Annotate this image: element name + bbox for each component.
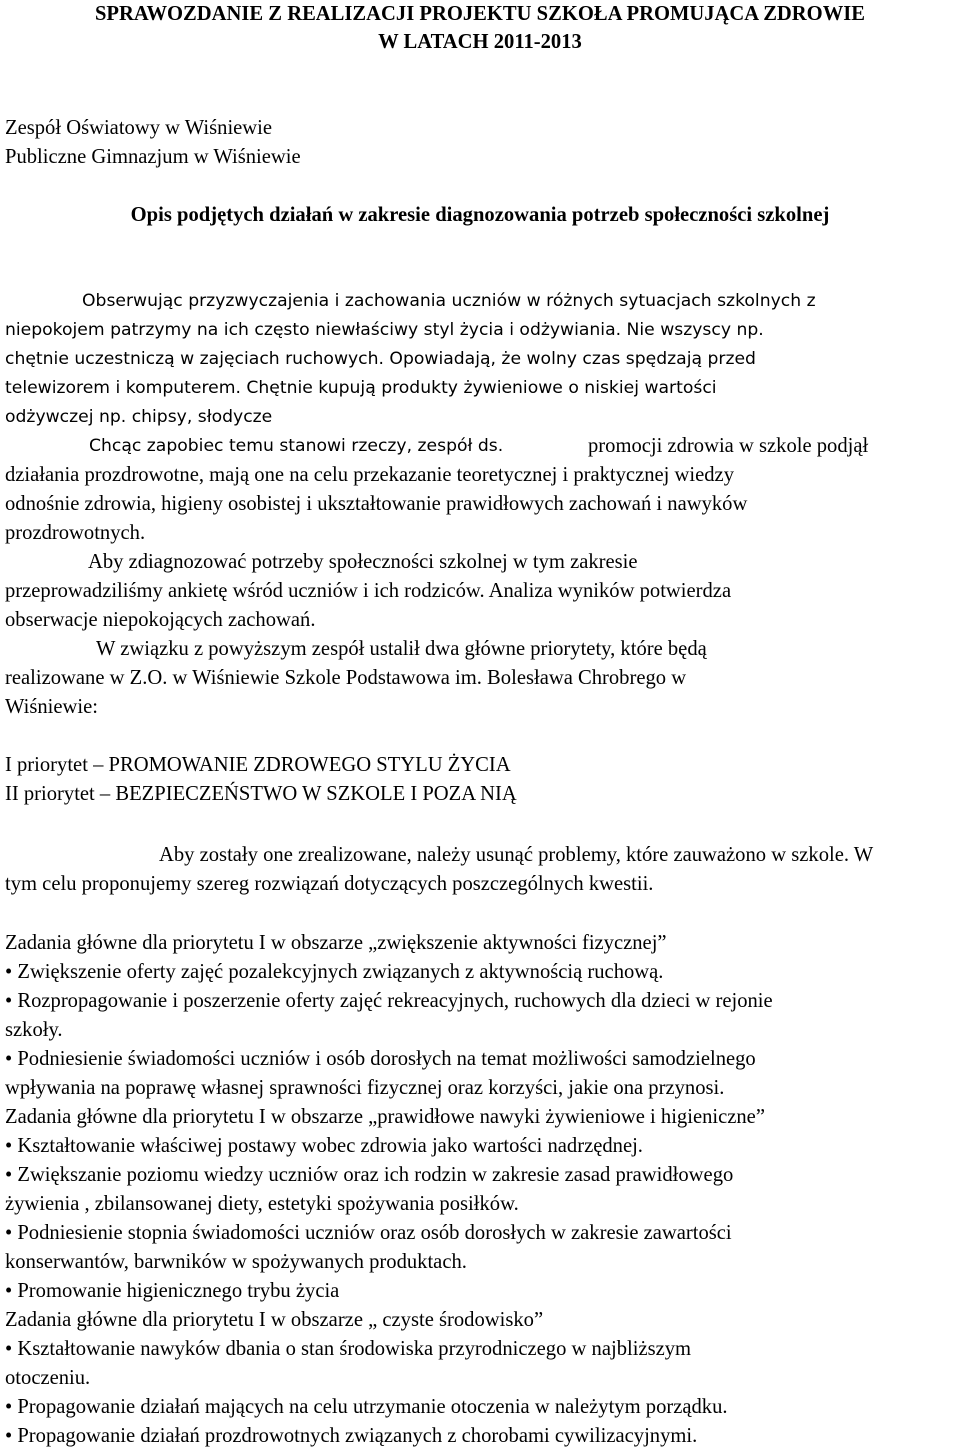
task-line: konserwantów, barwników w spożywanych produktach. — [5, 1251, 467, 1273]
paragraph-line: Aby zostały one zrealizowane, należy usunąć problemy, które zauważono w szkole. W — [159, 844, 874, 866]
task-line: żywienia , zbilansowanej diety, estetyki spożywania posiłków. — [5, 1193, 519, 1215]
task-bullet: • Zwiększanie poziomu wiedzy uczniów oraz ich rodzin w zakresie zasad prawidłowego — [5, 1164, 734, 1186]
paragraph-line: chętnie uczestniczą w zajęciach ruchowych. Opowiadają, że wolny czas spędzają przed — [5, 349, 756, 369]
task-bullet: • Propagowanie działań prozdrowotnych związanych z chorobami cywilizacyjnymi. — [5, 1425, 698, 1447]
task-line: otoczeniu. — [5, 1367, 91, 1389]
paragraph-line: odżywczej np. chipsy, słodycze — [5, 407, 273, 427]
paragraph-line: promocji zdrowia w szkole podjął — [588, 435, 869, 457]
paragraph-line: Obserwując przyzwyczajenia i zachowania uczniów w różnych sytuacjach szkolnych z — [82, 291, 816, 311]
task-bullet: • Podniesienie stopnia świadomości uczniów oraz osób dorosłych w zakresie zawartości — [5, 1222, 732, 1244]
paragraph-line: prozdrowotnych. — [5, 522, 146, 544]
task-line: szkoły. — [5, 1019, 63, 1041]
paragraph-line: telewizorem i komputerem. Chętnie kupują produkty żywieniowe o niskiej wartości — [5, 378, 717, 398]
document-title-line1: SPRAWOZDANIE Z REALIZACJI PROJEKTU SZKOŁA PROMUJĄCA ZDROWIE — [94, 3, 866, 25]
task-bullet: • Podniesienie świadomości uczniów i osób dorosłych na temat możliwości samodzielnego — [5, 1048, 756, 1070]
paragraph-line: Aby zdiagnozować potrzeby społeczności szkolnej w tym zakresie — [88, 551, 638, 573]
task-bullet: • Propagowanie działań mających na celu utrzymanie otoczenia w należytym porządku. — [5, 1396, 728, 1418]
paragraph-line: działania prozdrowotne, mają one na celu przekazanie teoretycznej i praktycznej wiedzy — [5, 464, 734, 486]
priority-1: I priorytet – PROMOWANIE ZDROWEGO STYLU ŻYCIA — [5, 754, 511, 776]
paragraph-line: przeprowadziliśmy ankietę wśród uczniów i ich rodziców. Analiza wyników potwierdza — [5, 580, 732, 602]
school-name-line2: Publiczne Gimnazjum w Wiśniewie — [5, 146, 301, 168]
paragraph-line: obserwacje niepokojących zachowań. — [5, 609, 316, 631]
paragraph-line: niepokojem patrzymy na ich często niewłaściwy styl życia i odżywiania. Nie wszyscy np. — [5, 320, 764, 340]
paragraph-line: W związku z powyższym zespół ustalił dwa główne priorytety, które będą — [96, 638, 707, 660]
task-bullet: • Zwiększenie oferty zajęć pozalekcyjnych związanych z aktywnością ruchową. — [5, 961, 664, 983]
priority-2: II priorytet – BEZPIECZEŃSTWO W SZKOLE I POZA NIĄ — [5, 783, 517, 805]
task-bullet: • Rozpropagowanie i poszerzenie oferty zajęć rekreacyjnych, ruchowych dla dzieci w rejonie — [5, 990, 773, 1012]
paragraph-line: tym celu proponujemy szereg rozwiązań dotyczących poszczególnych kwestii. — [5, 873, 654, 895]
task-line: wpływania na poprawę własnej sprawności fizycznej oraz korzyści, jakie ona przynosi. — [5, 1077, 725, 1099]
school-name-line1: Zespół Oświatowy w Wiśniewie — [5, 117, 273, 139]
document-title-line2: W LATACH 2011-2013 — [378, 31, 582, 53]
task-bullet: • Promowanie higienicznego trybu życia — [5, 1280, 340, 1302]
task-bullet: • Kształtowanie właściwej postawy wobec zdrowia jako wartości nadrzędnej. — [5, 1135, 643, 1157]
section-heading: Opis podjętych działań w zakresie diagnozowania potrzeb społeczności szkolnej — [130, 204, 830, 226]
paragraph-line: Chcąc zapobiec temu stanowi rzeczy, zespół ds. — [89, 436, 504, 456]
task-heading: Zadania główne dla priorytetu I w obszarze „ czyste środowisko” — [5, 1309, 544, 1331]
task-heading: Zadania główne dla priorytetu I w obszarze „zwiększenie aktywności fizycznej” — [5, 932, 667, 954]
task-bullet: • Kształtowanie nawyków dbania o stan środowiska przyrodniczego w najbliższym — [5, 1338, 692, 1360]
paragraph-line: realizowane w Z.O. w Wiśniewie Szkole Podstawowa im. Bolesława Chrobrego w — [5, 667, 687, 689]
task-heading: Zadania główne dla priorytetu I w obszarze „prawidłowe nawyki żywieniowe i higieniczne” — [5, 1106, 765, 1128]
paragraph-line: odnośnie zdrowia, higieny osobistej i ukształtowanie prawidłowych zachowań i nawyków — [5, 493, 748, 515]
paragraph-line: Wiśniewie: — [5, 696, 98, 718]
